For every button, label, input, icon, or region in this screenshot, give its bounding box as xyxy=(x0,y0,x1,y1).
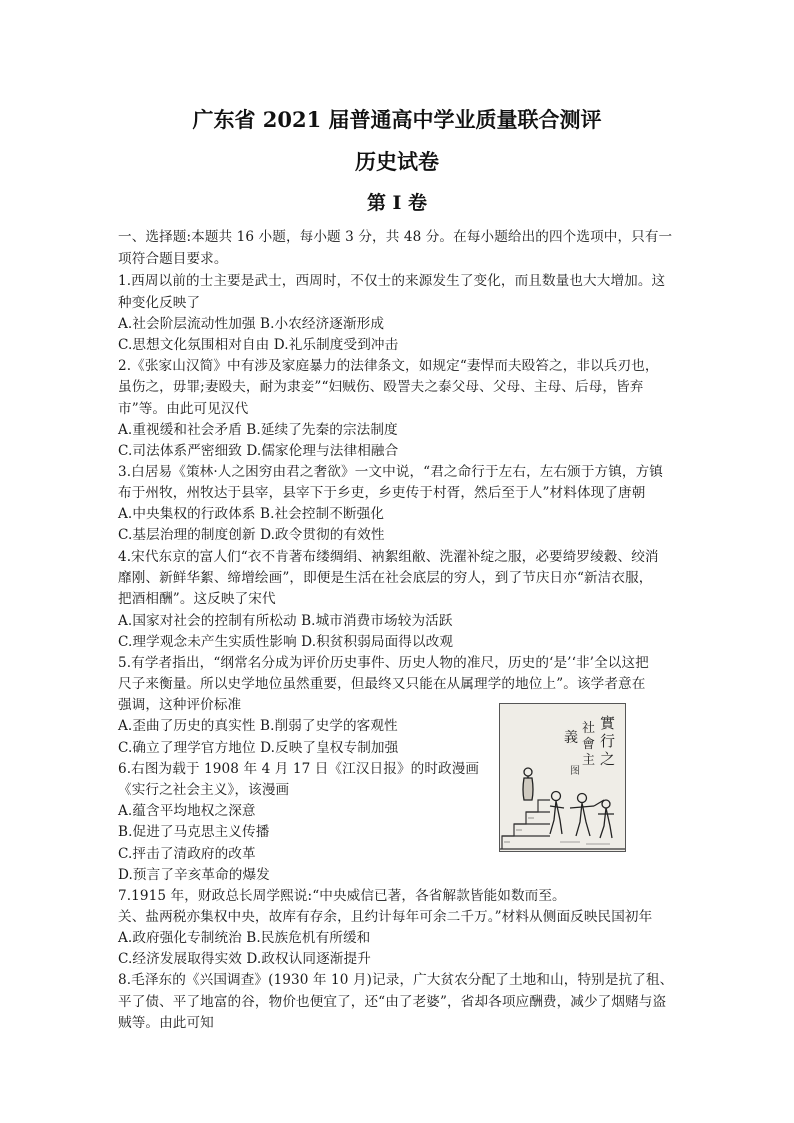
text-line: 4.宋代东京的富人们“衣不肯著布缕绸绢、衲絮组敝、洗濯补绽之服，必要绮罗绫縠、绞消 xyxy=(118,549,659,565)
text-line: A.中央集权的行政体系 B.社会控制不断强化 xyxy=(118,506,385,522)
text-line: 贼等。由此可知 xyxy=(118,1015,214,1031)
text-line: C.确立了理学官方地位 D.反映了皇权专制加强 xyxy=(118,740,399,756)
text-line: 尺子来衡量。所以史学地位虽然重要，但最终又只能在从属理学的地位上”。该学者意在 xyxy=(118,676,646,692)
svg-text:主: 主 xyxy=(582,753,596,768)
text-line: 5.有学者指出，“纲常名分成为评价历史事件、历史人物的准尺，历史的‘是’‘非’全以这把 xyxy=(118,655,649,671)
svg-text:社: 社 xyxy=(582,721,596,736)
text-line: 种变化反映了 xyxy=(118,295,201,311)
cartoon-illustration xyxy=(499,703,626,852)
text-line: B.促进了马克思主义传播 xyxy=(118,824,270,840)
text-line: 项符合题目要求。 xyxy=(118,251,228,267)
text-line: 强调，这种评价标准 xyxy=(118,697,242,713)
text-line: C.经济发展取得实效 D.政权认同逐渐提升 xyxy=(118,951,371,967)
text-line: A.重视缓和社会矛盾 B.延续了先秦的宗法制度 xyxy=(118,422,398,438)
text-line: 虽伤之，毋罪;妻殴夫，耐为隶妾”“妇贼伤、殴詈夫之泰父母、父母、主母、后母，皆弃 xyxy=(118,379,644,395)
svg-text:會: 會 xyxy=(582,737,596,752)
cartoon-caption-col1: 實 xyxy=(600,714,616,732)
text-line: C.思想文化氛围相对自由 D.礼乐制度受到冲击 xyxy=(118,337,399,353)
subject-title: 历史试卷 xyxy=(355,149,439,174)
text-line: 把酒相酬”。这反映了宋代 xyxy=(118,591,276,607)
text-line: A.蕴含平均地权之深意 xyxy=(118,803,256,819)
text-line: C.基层治理的制度创新 D.政令贯彻的有效性 xyxy=(118,527,385,543)
text-line: 平了债、平了地富的谷，物价也便宜了，还“由了老婆”，省却各项应酬费，减少了烟赌与盗 xyxy=(118,994,667,1010)
text-line: 2.《张家山汉简》中有涉及家庭暴力的法律条文，如规定“妻悍而夫殴笞之，非以兵刃也， xyxy=(118,358,659,374)
text-line: C.理学观念未产生实质性影响 D.积贫积弱局面得以改观 xyxy=(118,634,454,650)
text-line: C.司法体系严密细致 D.儒家伦理与法律相融合 xyxy=(118,443,399,459)
text-line: 市”等。由此可见汉代 xyxy=(118,401,249,417)
text-line: A.国家对社会的控制有所松动 B.城市消费市场较为活跃 xyxy=(118,613,453,629)
text-line: D.预言了辛亥革命的爆发 xyxy=(118,867,270,883)
text-line: 《实行之社会主义》，该漫画 xyxy=(118,782,290,798)
text-line: 1.西周以前的士主要是武士，西周时，不仅士的来源发生了变化，而且数量也大大增加。这 xyxy=(118,273,666,289)
text-line: A.歪曲了历史的真实性 B.削弱了史学的客观性 xyxy=(118,718,398,734)
text-line: A.政府强化专制统治 B.民族危机有所缓和 xyxy=(118,930,371,946)
svg-text:之: 之 xyxy=(600,750,616,768)
svg-text:行: 行 xyxy=(600,732,616,750)
text-line: C.抨击了清政府的改革 xyxy=(118,846,256,862)
text-line: 靡刚、新鲜华絮、缔增绘画”，即便是生活在社会底层的穷人，到了节庆日亦“新洁衣服， xyxy=(118,570,653,586)
text-line: 3.白居易《策林·人之困穷由君之奢欲》一文中说，“君之命行于左右，左右颁于方镇，方镇 xyxy=(118,464,663,480)
text-line: A.社会阶层流动性加强 B.小农经济逐渐形成 xyxy=(118,316,385,332)
text-line: 6.右图为载于 1908 年 4 月 17 日《江汉日报》的时政漫画 xyxy=(118,761,480,777)
text-line: 7.1915 年，财政总长周学熙说:“中央威信已著，各省解款皆能如数而至。 xyxy=(118,888,566,904)
section-title: 第 I 卷 xyxy=(366,192,428,214)
text-line: 一、选择题:本题共 16 小题，每小题 3 分，共 48 分。在每小题给出的四个选项中，只有一 xyxy=(118,229,673,245)
cartoon-drawing xyxy=(500,704,625,851)
text-line: 关、盐两税亦集权中央，故库有存余，且约计每年可余二千万。”材料从侧面反映民国初年 xyxy=(118,909,653,925)
exam-title: 广东省 2021 届普通高中学业质量联合测评 xyxy=(192,107,602,132)
svg-text:義: 義 xyxy=(564,730,578,746)
cartoon-stamp: 图 xyxy=(570,766,580,777)
text-line: 布于州牧，州牧达于县宰，县宰下于乡吏，乡吏传于村胥，然后至于人”材料体现了唐朝 xyxy=(118,485,646,501)
text-line: 8.毛泽东的《兴国调查》(1930 年 10 月)记录，广大贫农分配了土地和山，特别是抗了租、 xyxy=(118,972,674,988)
